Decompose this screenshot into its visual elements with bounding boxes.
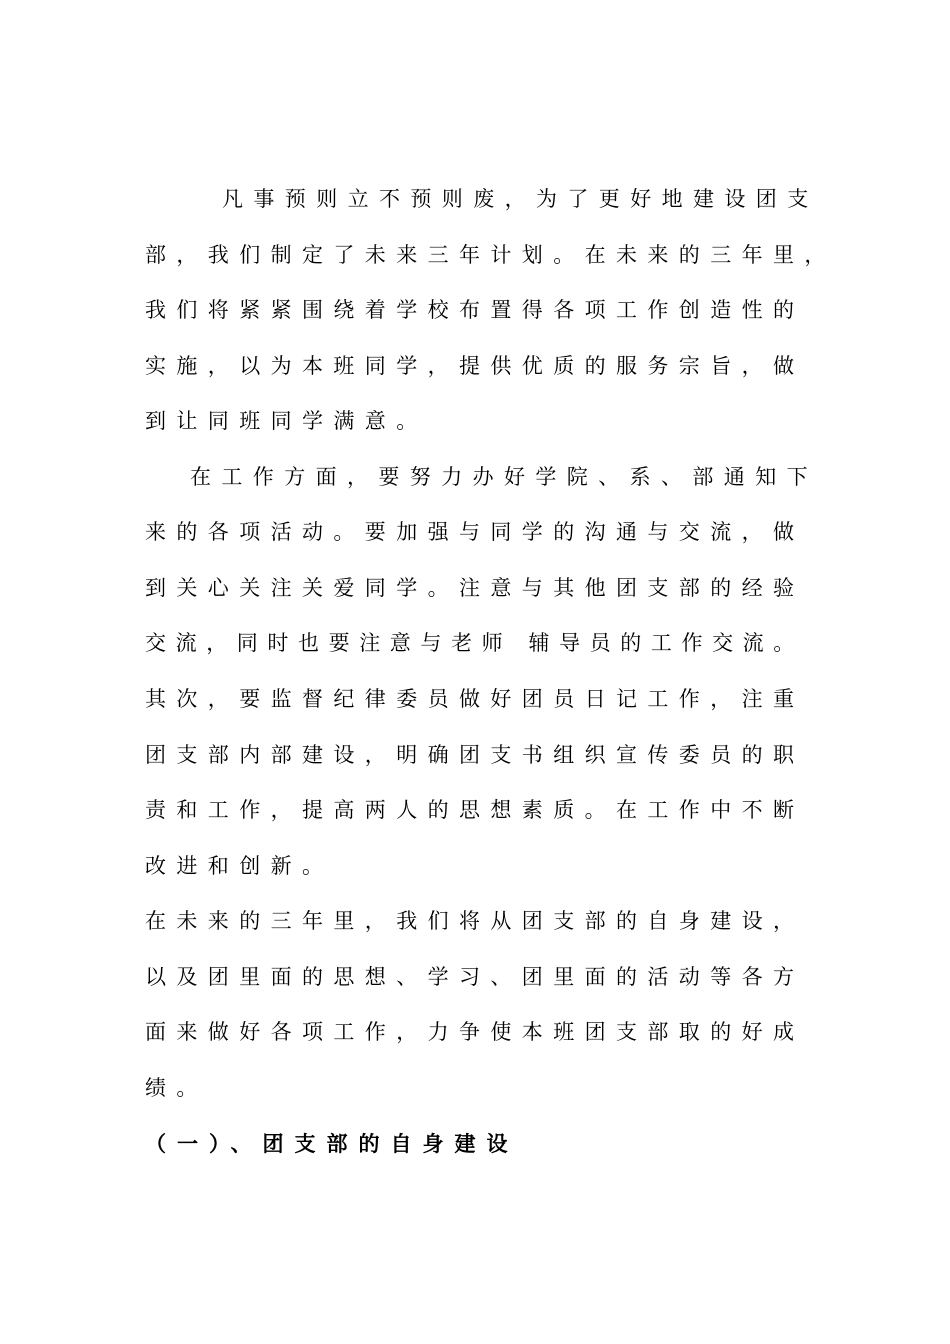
paragraph-2-line-7: 责和工作，提高两人的思想素质。在工作中不断 bbox=[145, 798, 805, 822]
paragraph-2-line-3: 到关心关注关爱同学。注意与其他团支部的经验 bbox=[145, 576, 805, 600]
paragraph-3-line-1: 在未来的三年里，我们将从团支部的自身建设， bbox=[145, 909, 805, 933]
paragraph-2-line-4: 交流，同时也要注意与老师 辅导员的工作交流。 bbox=[145, 631, 804, 655]
paragraph-2-line-6: 团支部内部建设，明确团支书组织宣传委员的职 bbox=[145, 743, 805, 767]
paragraph-3-line-2: 以及团里面的思想、学习、团里面的活动等各方 bbox=[145, 965, 805, 989]
paragraph-1-line-3: 我们将紧紧围绕着学校布置得各项工作创造性的 bbox=[145, 298, 805, 322]
paragraph-2-line-8: 改进和创新。 bbox=[145, 854, 334, 878]
paragraph-2-line-1: 在工作方面，要努力办好学院、系、部通知下 bbox=[190, 465, 818, 489]
paragraph-1-line-1: 凡事预则立不预则废，为了更好地建设团支 bbox=[222, 187, 819, 211]
paragraph-1-line-4: 实施，以为本班同学，提供优质的服务宗旨，做 bbox=[145, 354, 805, 378]
paragraph-1-line-5: 到让同班同学满意。 bbox=[145, 409, 428, 433]
paragraph-3-line-4: 绩。 bbox=[145, 1076, 208, 1100]
paragraph-2-line-5: 其次，要监督纪律委员做好团员日记工作，注重 bbox=[145, 687, 805, 711]
paragraph-3-line-3: 面来做好各项工作，力争使本班团支部取的好成 bbox=[145, 1020, 805, 1044]
paragraph-1-line-2: 部，我们制定了未来三年计划。在未来的三年里， bbox=[145, 243, 836, 267]
paragraph-2-line-2: 来的各项活动。要加强与同学的沟通与交流，做 bbox=[145, 520, 805, 544]
section-heading: （一）、团支部的自身建设 bbox=[145, 1132, 519, 1156]
